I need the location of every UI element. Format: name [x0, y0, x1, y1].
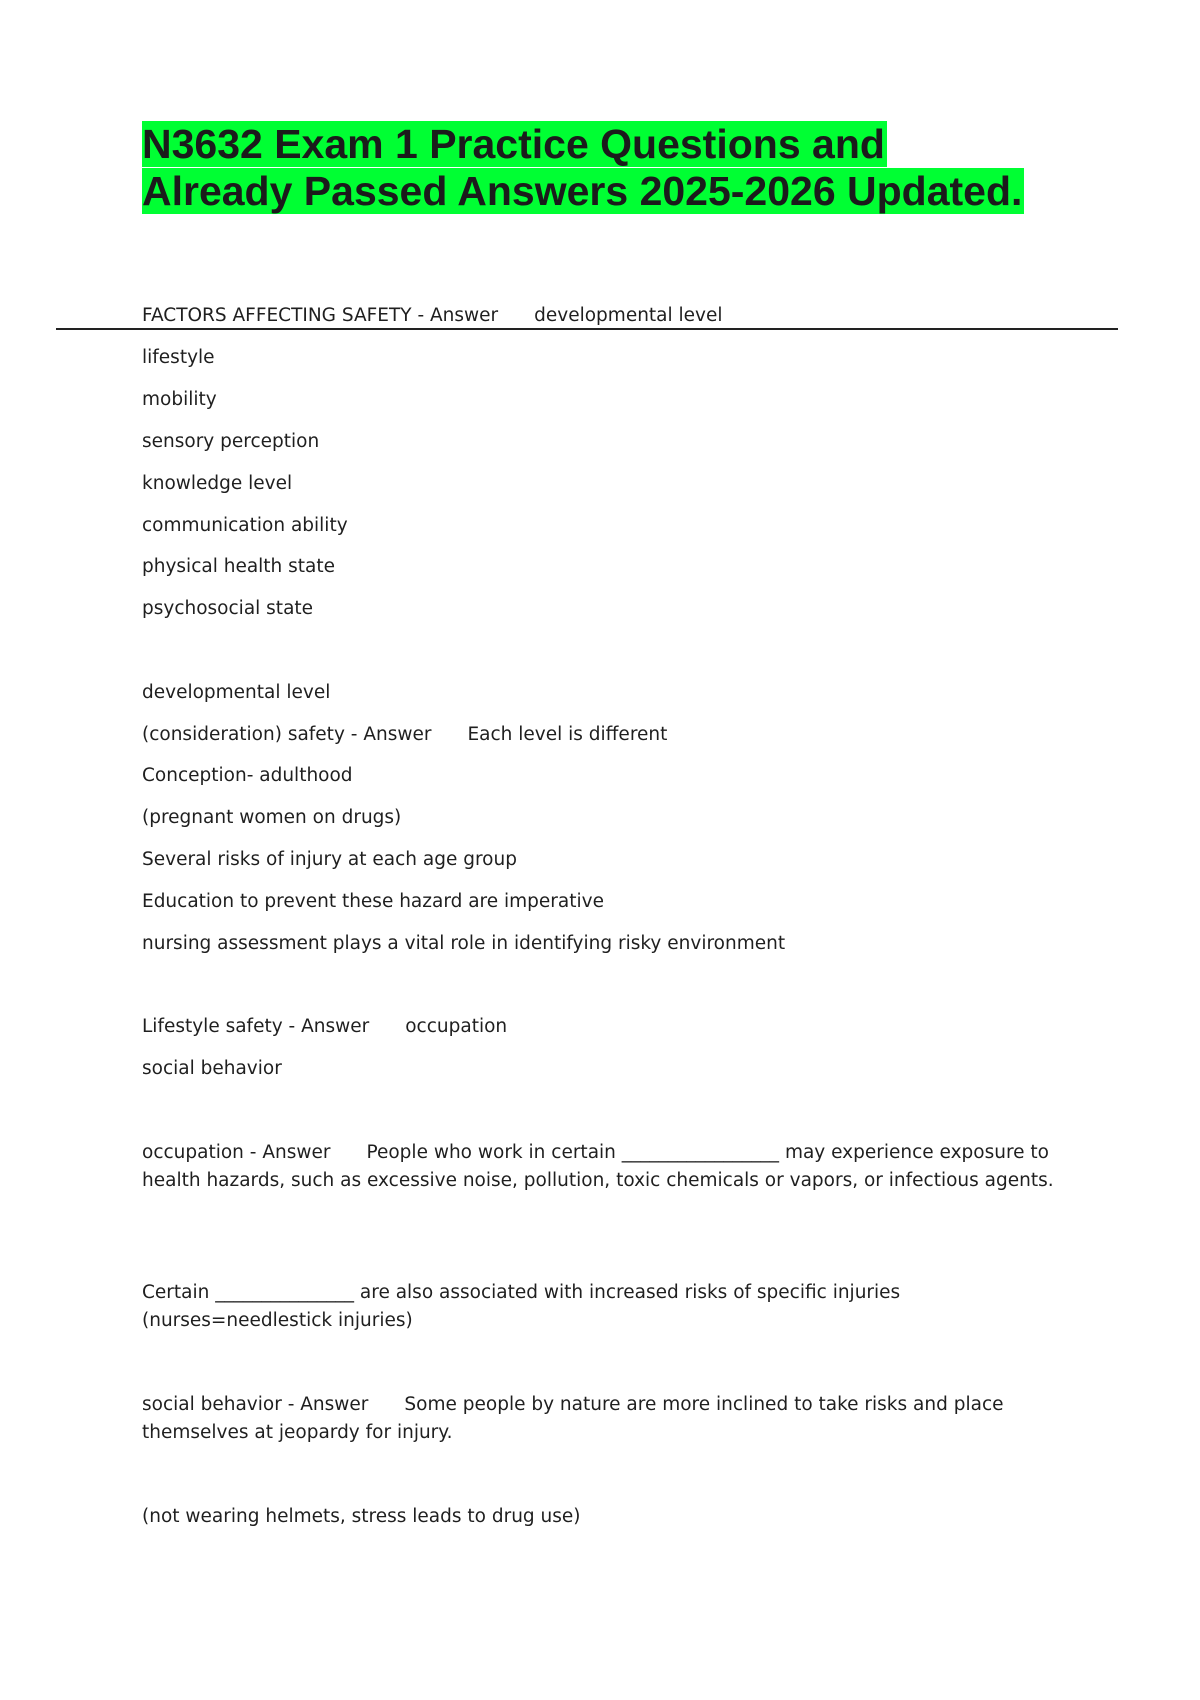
- certain-text: are also associated with increased risks of specific injuries (nurses=needlestick injuries): [142, 1282, 901, 1331]
- certain-blank: _______________: [215, 1282, 355, 1303]
- developmental-term: (consideration) safety - Answer: [142, 724, 432, 745]
- factors-item: sensory perception: [142, 431, 320, 452]
- developmental-item: nursing assessment plays a vital role in identifying risky environment: [142, 933, 786, 954]
- lifestyle-first-answer: occupation: [405, 1016, 508, 1037]
- occupation-text-a: People who work in certain: [366, 1142, 616, 1163]
- social-answer: Some people by nature are more inclined to take risks and place themselves at jeopardy for injury.: [142, 1394, 1004, 1443]
- developmental-item: Education to prevent these hazard are imperative: [142, 891, 604, 912]
- certain-word: Certain: [142, 1282, 210, 1303]
- developmental-item: Conception- adulthood: [142, 765, 353, 786]
- occupation-text-b: may experience exposure to health hazards, such as excessive noise, pollution, toxic chemicals or vapors, or infectious agents.: [142, 1142, 1054, 1191]
- document-title: [142, 121, 1042, 215]
- social-note: (not wearing helmets, stress leads to drug use): [142, 1506, 581, 1527]
- factors-item: communication ability: [142, 515, 348, 536]
- factors-item: physical health state: [142, 556, 336, 577]
- factors-first-answer: developmental level: [534, 305, 723, 326]
- factors-item: psychosocial state: [142, 598, 314, 619]
- occupation-blank: _________________: [621, 1142, 780, 1163]
- divider-line: [56, 328, 1118, 330]
- lifestyle-question: [142, 1013, 507, 1041]
- developmental-first-answer: Each level is different: [467, 724, 668, 745]
- developmental-question: [142, 721, 667, 749]
- lifestyle-term: Lifestyle safety - Answer: [142, 1016, 370, 1037]
- title-highlight: N3632 Exam 1 Practice Questions and Already Passed Answers 2025-2026 Updated.: [142, 121, 1023, 214]
- lifestyle-item: social behavior: [142, 1058, 282, 1079]
- developmental-item: Several risks of injury at each age group: [142, 849, 517, 870]
- occupation-certain-paragraph: [142, 1279, 1062, 1335]
- social-term: social behavior - Answer: [142, 1394, 369, 1415]
- factors-term: FACTORS AFFECTING SAFETY - Answer: [142, 305, 499, 326]
- factors-item: lifestyle: [142, 347, 215, 368]
- social-question: [142, 1391, 1062, 1447]
- factors-item: knowledge level: [142, 473, 293, 494]
- occupation-question: [142, 1139, 1062, 1195]
- occupation-term: occupation - Answer: [142, 1142, 331, 1163]
- factors-question: [142, 302, 723, 330]
- developmental-heading: developmental level: [142, 682, 331, 703]
- developmental-item: (pregnant women on drugs): [142, 807, 402, 828]
- factors-item: mobility: [142, 389, 217, 410]
